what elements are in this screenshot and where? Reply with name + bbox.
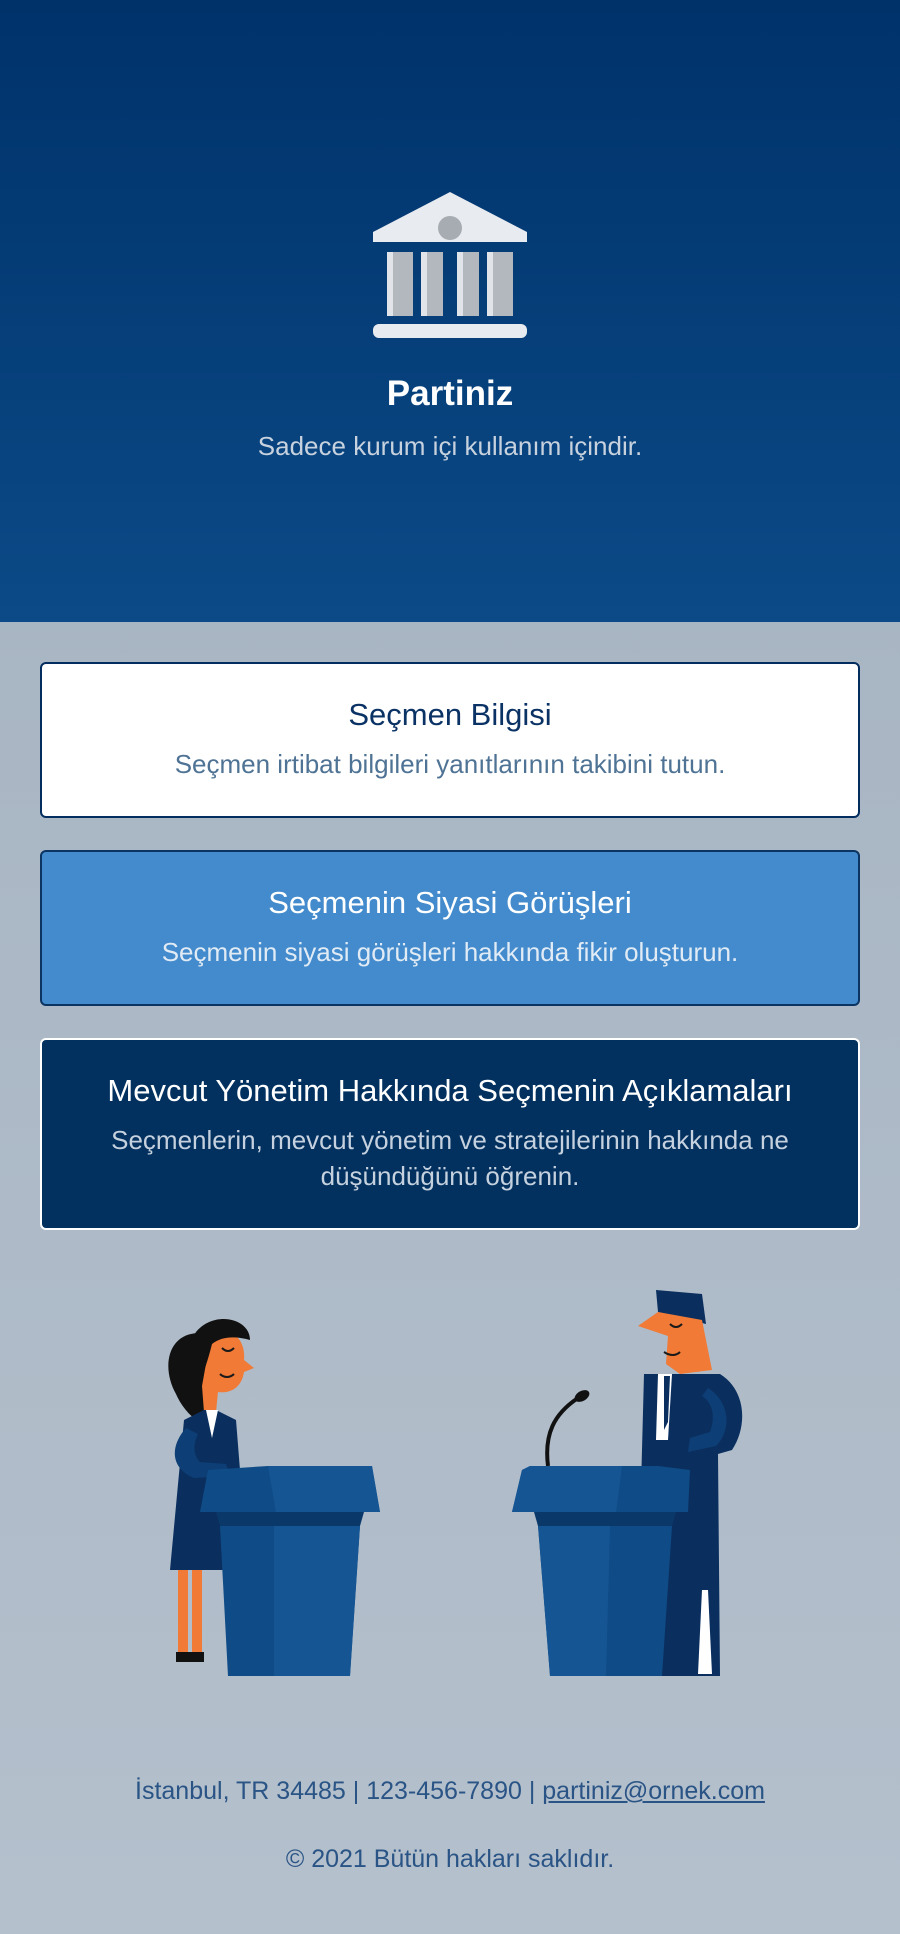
left-podium (200, 1466, 380, 1676)
card-description: Seçmen irtibat bilgileri yanıtlarının takibini tutun. (174, 749, 726, 779)
card-title: Mevcut Yönetim Hakkında Seçmenin Açıklamaları (107, 1073, 793, 1108)
debate-podiums-illustration (150, 1290, 750, 1680)
card-description: Seçmenlerin, mevcut yönetim ve stratejilerinin hakkında ne düşündüğünü öğrenin. (111, 1125, 789, 1191)
card-title: Seçmenin Siyasi Görüşleri (268, 885, 632, 920)
card-voter-statements[interactable] (40, 1038, 860, 1230)
microphone-icon (547, 1388, 591, 1466)
card-voter-political-views[interactable] (40, 850, 860, 1006)
brand-name: Partiniz (386, 374, 514, 413)
header-banner (0, 0, 900, 622)
footer-address: İstanbul, TR 34485 | 123-456-7890 | (135, 1777, 543, 1805)
government-building-icon (373, 190, 527, 340)
tagline: Sadece kurum içi kullanım içindir. (257, 431, 643, 461)
footer-contact (0, 1774, 900, 1808)
copyright: © 2021 Bütün hakları saklıdır. (285, 1845, 615, 1873)
card-description: Seçmenin siyasi görüşleri hakkında fikir oluşturun. (161, 937, 739, 967)
right-podium (512, 1466, 690, 1676)
email-link[interactable]: partiniz@ornek.com (542, 1777, 765, 1805)
card-title: Seçmen Bilgisi (348, 697, 552, 732)
card-voter-info[interactable] (40, 662, 860, 818)
